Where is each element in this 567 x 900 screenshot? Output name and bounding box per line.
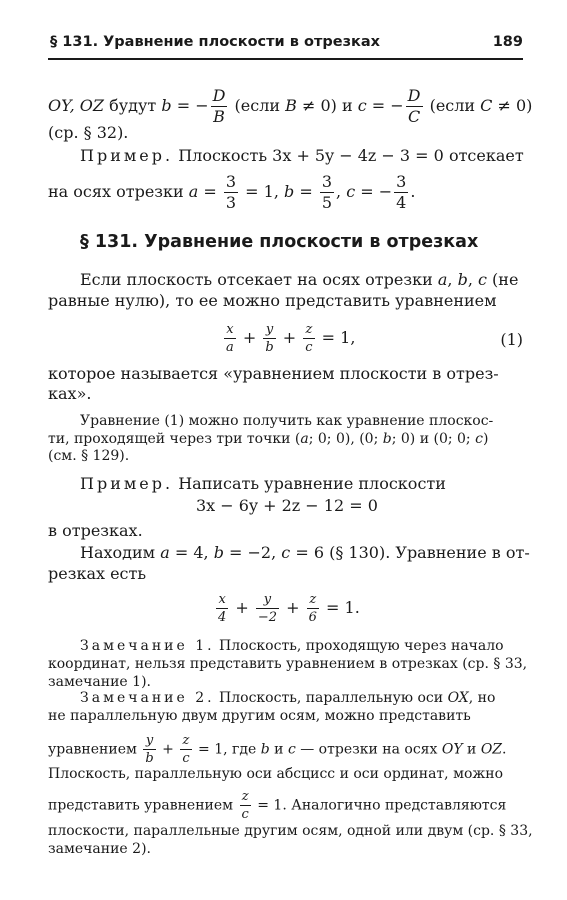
remark2-line3: уравнением $\frac{y}{b}$ + $\frac{z}{c}$ = 1, где b и c — отрезки на осях OY и OZ. [48, 733, 507, 766]
example2-line: Пример. Написать уравнение плоскости [80, 474, 446, 493]
equation-2: 3x − 6y + 2z − 12 = 0 [196, 496, 378, 515]
para3-line2: ти, проходящей через три точки (a; 0; 0), (0; b; 0) и (0; 0; c) [48, 431, 489, 447]
remark2-line1: Замечание 2. Плоскость, параллельную оси OX, но [80, 690, 496, 706]
remark1-line1: Замечание 1. Плоскость, проходящую через начало [80, 638, 504, 654]
para3-line3: (см. § 129). [48, 448, 130, 464]
equation-number: (1) [500, 330, 523, 349]
para5-line1: Находим a = 4, b = −2, c = 6 (§ 130). Уравнение в от- [80, 543, 530, 562]
top-line-1: OY, OZ будут b = − $\frac{D}{B}$ (если B ≠ 0) и c = − $\frac{D}{C}$ (если C ≠ 0) [48, 86, 533, 126]
remark1-line3: замечание 1). [48, 674, 151, 690]
para1-line2: равные нулю), то ее можно представить уравнением [48, 291, 497, 310]
equation-3: $\frac{x}{4}$ + $\frac{y}{-2}$ + $\frac{z}{6}$ = 1. [218, 592, 360, 625]
top-example-line: Пример. Плоскость 3x + 5y − 4z − 3 = 0 отсекает [80, 146, 524, 165]
remark2-line5: представить уравнением $\frac{z}{c}$ = 1. Аналогично представляются [48, 789, 507, 822]
remark1-line2: координат, нельзя представить уравнением в отрезках (ср. § 33, [48, 656, 528, 672]
para2-line1: которое называется «уравнением плоскости в отрез- [48, 364, 499, 383]
para5-line2: резках есть [48, 564, 147, 583]
header-title: § 131. Уравнение плоскости в отрезках [50, 34, 380, 50]
para3-line1: Уравнение (1) можно получить как уравнение плоскос- [80, 413, 494, 429]
top-line-4: на осях отрезки a = $\frac{3}{3}$ = 1, b = $\frac{3}{5}$ , c = − $\frac{3}{4}$ . [48, 172, 416, 212]
equation-1: $\frac{x}{a}$ + $\frac{y}{b}$ + $\frac{z}{c}$ = 1, [226, 322, 356, 355]
header-rule [48, 58, 523, 60]
para2-line2: ках». [48, 384, 92, 403]
page-number: 189 [492, 34, 523, 50]
remark2-line7: замечание 2). [48, 841, 151, 857]
remark2-line6: плоскости, параллельные другим осям, одной или двум (ср. § 33, [48, 823, 533, 839]
para1-line1: Если плоскость отсекает на осях отрезки a, b, c (не [80, 270, 519, 289]
section-title: § 131. Уравнение плоскости в отрезках [80, 232, 479, 252]
remark2-line2: не параллельную двум другим осям, можно представить [48, 708, 471, 724]
top-line-2: (ср. § 32). [48, 123, 129, 142]
running-header [50, 34, 523, 50]
para4-line: в отрезках. [48, 521, 143, 540]
remark2-line4: Плоскость, параллельную оси абсцисс и оси ординат, можно [48, 766, 504, 782]
